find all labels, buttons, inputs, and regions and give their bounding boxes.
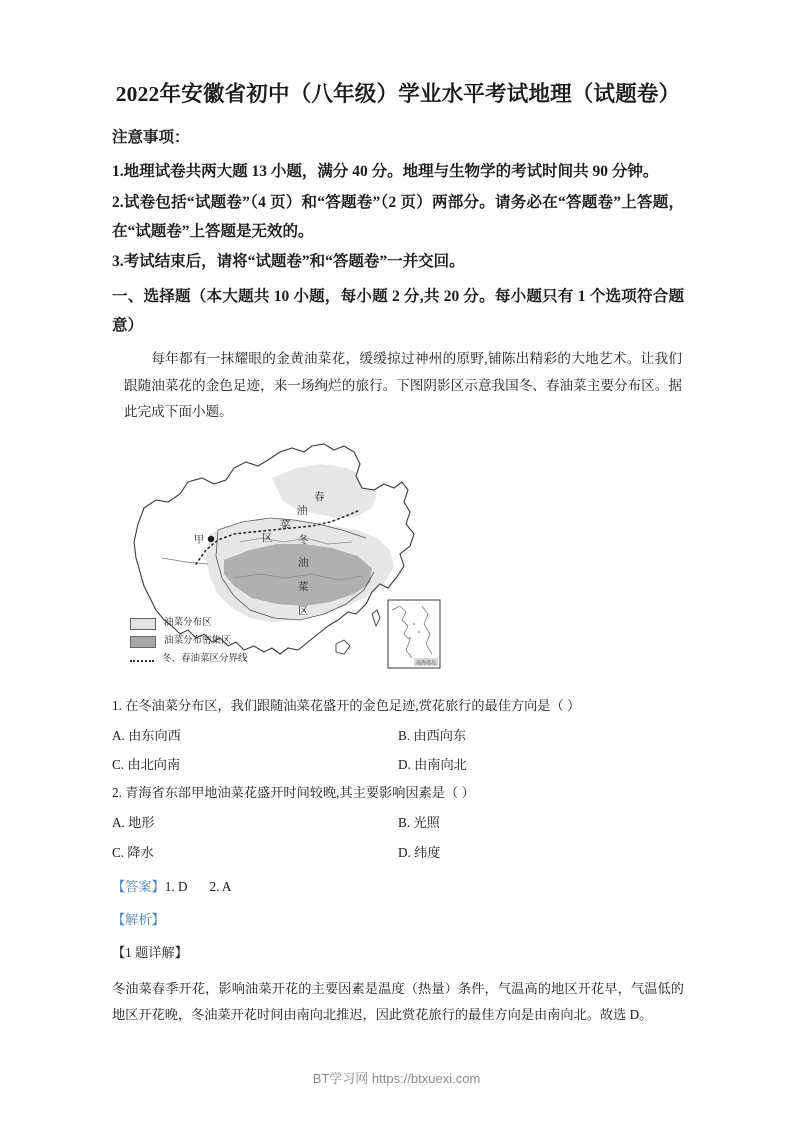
label-spring-char-1: 春 <box>314 491 325 503</box>
legend-swatch-light-icon <box>130 618 156 630</box>
map-shade-spring <box>272 464 377 518</box>
question-stem-passage: 每年都有一抹耀眼的金黄油菜花，缓缓掠过神州的原野,铺陈出精彩的大地艺术。让我们跟随油菜花的金色足迹，来一场绚烂的旅行。下图阴影区示意我国冬、春油菜主要分布区。据此完成下面小题。 <box>124 351 682 420</box>
question-2-options-row-2 <box>112 843 684 863</box>
footer-watermark: BT学习网 https://btxuexi.com <box>312 1071 481 1086</box>
page-title: 2022年安徽省初中（八年级）学业水平考试地理（试题卷） <box>115 82 681 106</box>
map-figure <box>112 438 684 688</box>
legend-swatch-dark-icon <box>130 636 156 648</box>
question-1-option-b[interactable]: B. 由西向东 <box>398 727 467 743</box>
notice-item-1: 1.地理试卷共两大题 13 小题，满分 40 分。地理与生物学的考试时间共 90 分钟。 <box>112 163 659 181</box>
legend-dotted-line-icon <box>130 655 154 665</box>
label-winter-char-3: 菜 <box>298 581 309 593</box>
label-winter-char-1: 冬 <box>298 534 309 546</box>
analysis-line <box>112 910 684 930</box>
inset-island-dot-3 <box>409 637 411 639</box>
question-2-options-row-1 <box>112 813 684 833</box>
inset-island-dot-2 <box>418 631 420 633</box>
document-content <box>112 78 684 1041</box>
question-1-options-row-1 <box>112 726 684 746</box>
question-1-option-c[interactable]: C. 由北向南 <box>112 757 181 773</box>
question-2-option-d[interactable]: D. 纬度 <box>398 844 441 860</box>
analysis-tag: 【解析】 <box>112 912 165 928</box>
inset-box-south-china-sea <box>388 600 440 668</box>
section-heading: 一、选择题（本大题共 10 小题，每小题 2 分,共 20 分。每小题只有 1 个选项符合题意） <box>112 287 684 334</box>
question-1-option-d[interactable]: D. 由南向北 <box>398 757 467 773</box>
notice-item-3: 3.考试结束后，请将“试题卷”和“答题卷”一并交回。 <box>112 253 465 271</box>
question-1-text: 1. 在冬油菜分布区，我们跟随油菜花盛开的金色足迹,赏花旅行的最佳方向是（ ） <box>112 697 581 713</box>
map-legend <box>130 616 248 670</box>
question-1-options-row-2 <box>112 755 684 775</box>
internal-boundary-tibet <box>162 558 208 564</box>
legend-label-divider: 冬、春油菜区分界线 <box>162 653 248 664</box>
question-1-option-a[interactable]: A. 由东向西 <box>112 727 181 743</box>
label-winter-char-2: 油 <box>298 557 309 569</box>
inset-label-text: 南海诸岛 <box>416 661 437 667</box>
label-spring-char-3: 菜 <box>280 519 291 531</box>
question-2-option-a[interactable]: A. 地形 <box>112 814 155 830</box>
detail-heading-1: 【1 题详解】 <box>112 945 188 961</box>
inset-island-dot-1 <box>413 623 415 625</box>
legend-row-divider <box>130 652 248 668</box>
label-winter-char-4: 区 <box>298 605 309 617</box>
label-spring-char-2: 油 <box>297 505 308 517</box>
answer-line <box>112 877 684 897</box>
answer-value-2: 2. A <box>209 878 232 894</box>
legend-label-distribution: 油菜分布区 <box>164 617 212 628</box>
hainan-island <box>336 640 350 654</box>
legend-label-dense: 油菜分布密集区 <box>164 635 231 646</box>
answer-tag: 【答案】 <box>112 878 165 894</box>
notice-item-2: 2.试卷包括“试题卷”（4 页）和“答题卷”（2 页）两部分。请务必在“答题卷”上答题，在“试题卷”上答题是无效的。 <box>112 193 684 240</box>
label-spring-char-4: 区 <box>262 532 273 544</box>
legend-row-distribution <box>130 616 248 632</box>
detail-text-1: 冬油菜春季开花，影响油菜开花的主要因素是温度（热量）条件，气温高的地区开花早，气温低的地区开花晚，冬油菜开花时间由南向北推迟，因此赏花旅行的最佳方向是由南向北。故选 D。 <box>112 981 684 1023</box>
answer-value-1: 1. D <box>164 878 188 894</box>
point-jia-label: 甲 <box>194 534 204 546</box>
legend-row-dense <box>130 634 248 650</box>
point-jia-marker <box>208 536 214 542</box>
question-2-option-c[interactable]: C. 降水 <box>112 844 154 860</box>
question-2-text: 2. 青海省东部甲地油菜花盛开时间较晚,其主要影响因素是（ ） <box>112 785 475 801</box>
question-2-option-b[interactable]: B. 光照 <box>398 814 440 830</box>
notice-heading: 注意事项： <box>112 129 190 147</box>
taiwan-island <box>372 610 380 626</box>
